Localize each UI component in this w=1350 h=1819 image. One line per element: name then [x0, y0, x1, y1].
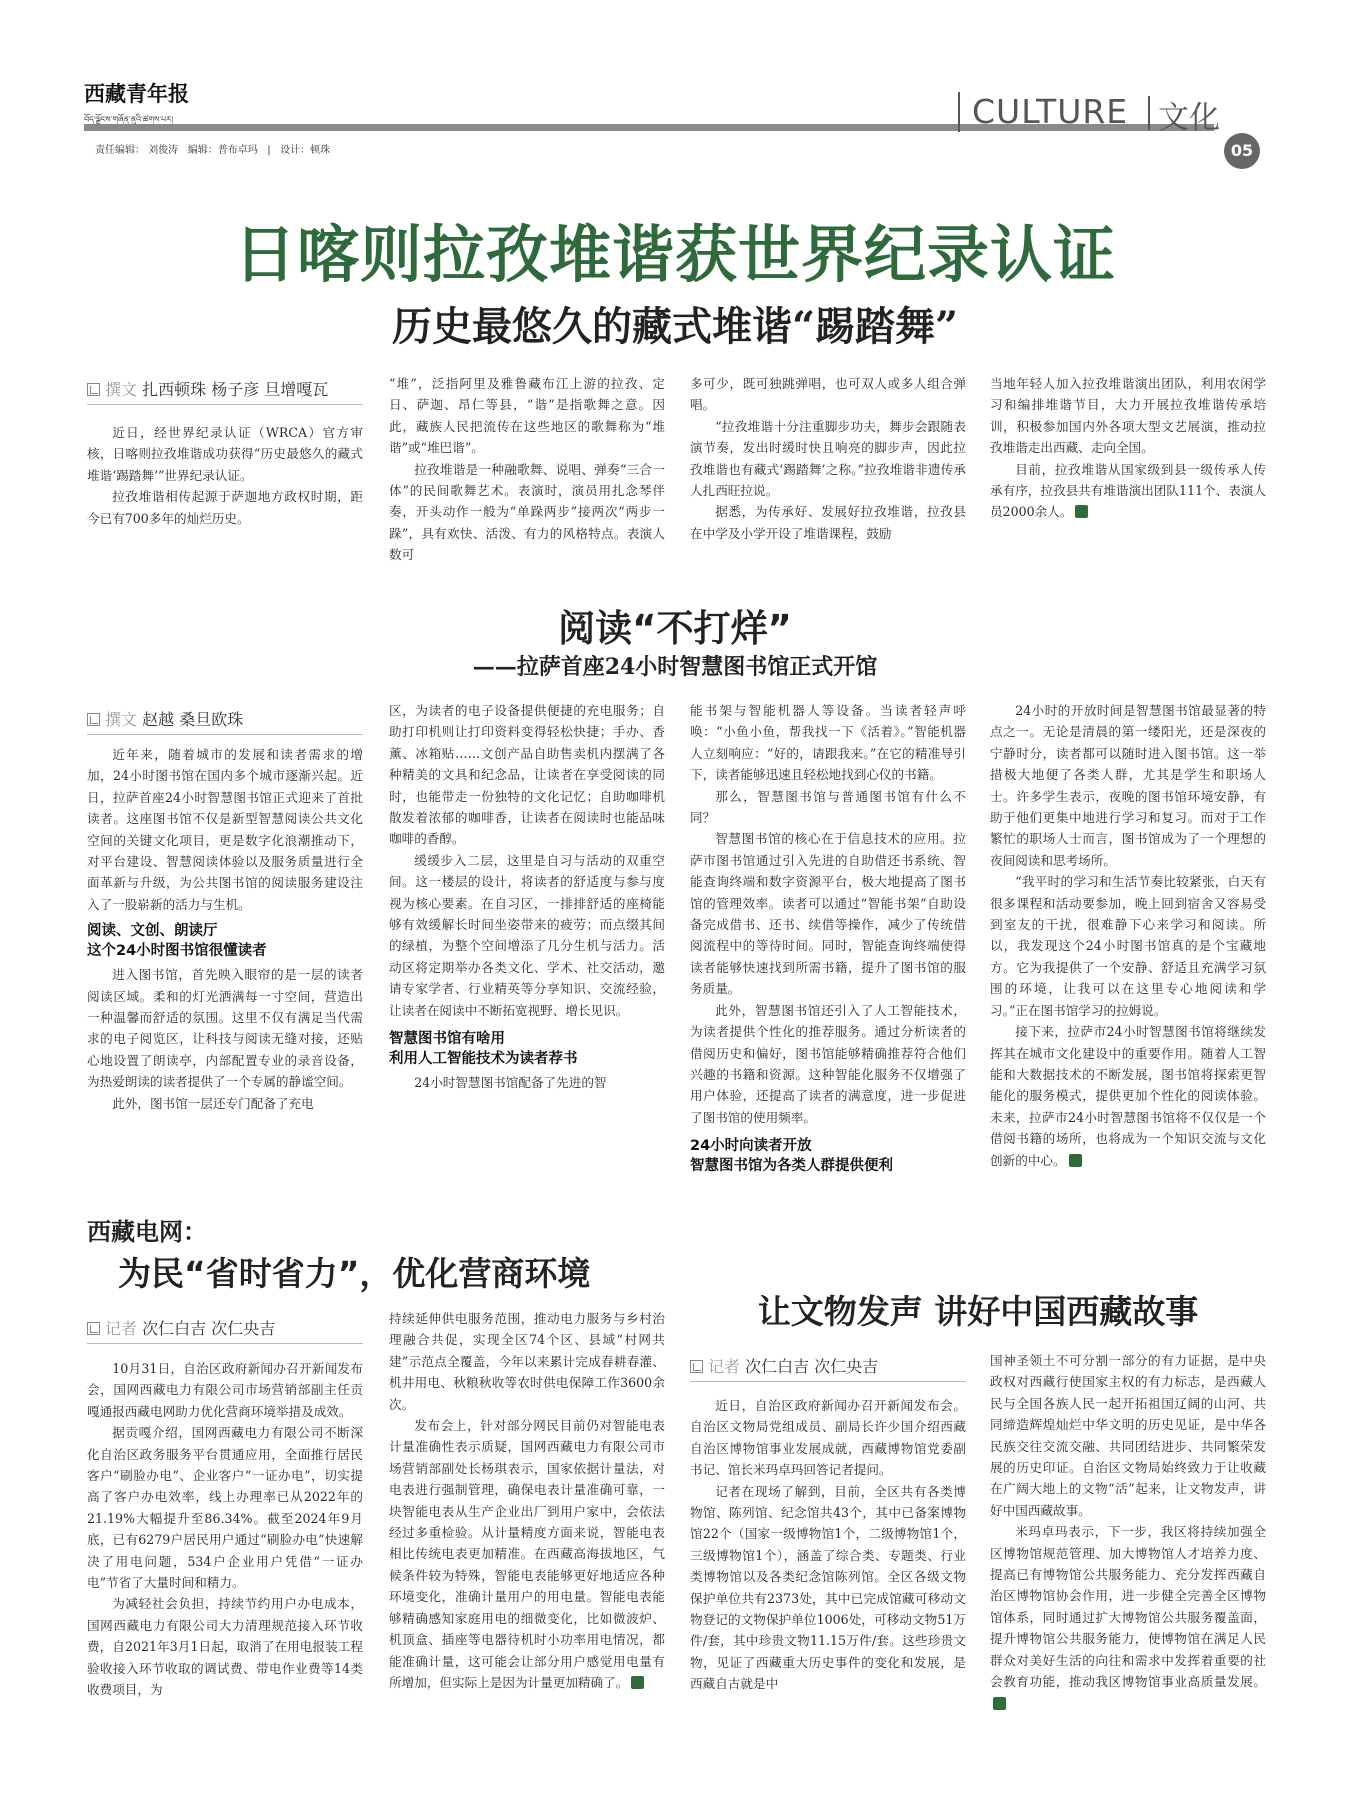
article2-subtitle: ——拉萨首座24小时智慧图书馆正式开馆 — [472, 654, 878, 680]
paragraph: 当地年轻人加入拉孜堆谐演出团队，利用农闲学习和编排堆谐节目，大力开展拉孜堆谐传承培训，积极参加国内外各项大型文艺展演，推动拉孜堆谐走出西藏、走向全国。 — [990, 376, 1266, 456]
end-mark-icon — [1075, 505, 1088, 518]
subhead — [690, 1136, 966, 1176]
paper-name: 西藏青年报 — [84, 81, 189, 106]
paragraph: 24小时的开放时间是智慧图书馆最显著的特点之一。无论是清晨的第一缕阳光，还是深夜的宁静时分，读者都可以随时进入图书馆。这一举措极大地便了各类人群，尤其是学生和职场人士。许多学生表示，夜晚的图书馆环境安静，有助于他们更集中地进行学习和复习。而对于工作繁忙的职场人士而言，图书馆成为了一个理想的夜间阅读和思考场所。 — [990, 703, 1266, 868]
paragraph: 那么，智慧图书馆与普通图书馆有什么不同？ — [690, 788, 966, 826]
paragraph: 近日，经世界纪录认证（WRCA）官方审核，日喀则拉孜堆谐成功获得“历史最悠久的藏式堆谐‘踢踏舞’”世界纪录认证。 — [87, 425, 363, 483]
paragraph — [990, 1521, 1266, 1714]
paragraph: 此外，图书馆一层还专门配备了充电 — [112, 1095, 314, 1111]
article2-title: 阅读“不打烊” — [558, 607, 792, 650]
byline-role: 记者 — [105, 1319, 138, 1338]
article4-byline — [690, 1354, 966, 1382]
paragraph: 多可少，既可独跳弹唱，也可双人或多人组合弹唱。 — [690, 376, 966, 413]
byline-icon — [87, 383, 100, 396]
paragraph: 24小时智慧图书馆配备了先进的智 — [414, 1075, 607, 1091]
end-mark-icon — [993, 1697, 1006, 1710]
byline-icon — [87, 1322, 100, 1335]
section-divider-2 — [1148, 96, 1150, 130]
article2-col2 — [389, 700, 665, 1094]
paragraph-text: 发布会上，针对部分网民目前仍对智能电表计量准确性表示质疑，国网西藏电力有限公司市场营销部副处长杨琪表示，国家依据计量法，对电表进行强制管理，确保电表计量准确可靠，一块智能电表从生产企业出厂到用户家中，会依法经过多重检验。从计量精度方面来说，智能电表相比传统电表更加精准。在西藏高海拔地区，气候条件较为特殊，智能电表能够更好地适应各种环境变化，准确计量用户的用电量。智能电表能够精确感知家庭用电的细微变化，比如微波炉、机顶盒、插座等电器待机时小功率用电情况，都能准确计量，这可能会让部分用户感觉用电量有所增加，但实际上是因为计量更加精确了。 — [389, 1418, 665, 1690]
subhead-line: 智慧图书馆为各类人群提供便利 — [690, 1158, 893, 1175]
section-cn: 文化 — [1158, 100, 1220, 136]
article1-byline — [87, 377, 363, 405]
subhead — [87, 921, 363, 961]
byline-role: 撰文 — [105, 710, 138, 729]
paragraph — [389, 1415, 665, 1693]
article3-col1 — [87, 1358, 363, 1701]
paragraph: 拉孜堆谐相传起源于萨迦地方政权时期，距今已有700多年的灿烂历史。 — [87, 489, 363, 526]
paragraph: 据悉，为传承好、发展好拉孜堆谐，拉孜县在中学及小学开设了堆谐课程，鼓励 — [690, 504, 966, 541]
paragraph-text: 目前，拉孜堆谐从国家级到县一级传承人传承有序，拉孜县共有堆谐演出团队111个、表演人员2000余人。 — [990, 461, 1266, 520]
paragraph: 为减轻社会负担，持续节约用户办电成本，国网西藏电力有限公司大力清理规范接入环节收费，自2021年3月1日起，取消了在用电报装工程验收接入环节收取的调试费、带电作业费等14类收费项目，为 — [87, 1596, 363, 1698]
article3-title-line2: 为民“省时省力”，优化营商环境 — [118, 1254, 591, 1293]
page-number-badge: 05 — [1224, 133, 1260, 169]
byline-authors: 赵越 桑旦欧珠 — [142, 710, 244, 729]
section-en: CULTURE — [972, 92, 1129, 131]
paragraph: 据贡嘎介绍，国网西藏电力有限公司不断深化自治区政务服务平台贯通应用，全面推行居民客户“刷脸办电”、企业客户“一证办电”，切实提高了客户办电效率，线上办理率已从2022年的21.19%大幅提升至86.34%。截至2024年9月底，已有6279户居民用户通过“刷脸办电”快速解决了用电问题，534户企业用户凭借“一证办电”节省了大量时间和精力。 — [87, 1425, 363, 1591]
byline-authors: 次仁白吉 次仁央吉 — [142, 1319, 276, 1338]
article2-col3 — [690, 700, 966, 1179]
end-mark-icon — [631, 1676, 644, 1689]
paragraph: 进入图书馆，首先映入眼帘的是一层的读者阅读区域。柔和的灯光洒满每一寸空间，营造出一种温馨而舒适的氛围。这里不仅有满足当代需求的电子阅览区，让科技与阅读无缝对接，还贴心地设置了朗读亭，内部配置专业的录音设备，为热爱朗读的读者提供了一个专属的静谧空间。 — [87, 967, 363, 1090]
byline-icon — [690, 1360, 703, 1373]
article3-title-line1: 西藏电网： — [87, 1218, 207, 1246]
paragraph-text: 米玛卓玛表示，下一步，我区将持续加强全区博物馆规范管理、加大博物馆人才培养力度、提高已有博物馆公共服务能力、充分发挥西藏自治区博物馆协会作用，进一步健全完善全区博物馆体系，同时通过扩大博物馆公共服务覆盖面，提升博物馆公共服务能力，使博物馆在满足人民群众对美好生活的向往和需求中发挥着重要的社会教育功能，推动我区博物馆事业高质量发展。 — [990, 1524, 1266, 1690]
byline-role: 撰文 — [105, 380, 138, 399]
byline-authors: 扎西顿珠 杨子彦 旦增嘎瓦 — [142, 380, 329, 399]
article2-col4 — [990, 700, 1266, 1171]
paragraph-text: 接下来，拉萨市24小时智慧图书馆将继续发挥其在城市文化建设中的重要作用。随着人工智能和大数据技术的不断发展，图书馆将探索更智能化的服务模式，提供更加个性化的阅读体验。未来，拉萨市24小时智慧图书馆将不仅仅是一个借阅书籍的场所，也将成为一个知识交流与文化创新的中心。 — [990, 1024, 1266, 1168]
end-mark-icon — [1069, 1154, 1082, 1167]
article4-col1 — [690, 1395, 966, 1695]
article3-col2 — [389, 1308, 665, 1693]
subhead-line: 24小时向读者开放 — [690, 1138, 812, 1155]
article1-title: 日喀则拉孜堆谐获世界纪录认证 — [233, 218, 1116, 291]
paragraph: 智慧图书馆的核心在于信息技术的应用。拉萨市图书馆通过引入先进的自助借还书系统、智能查询终端和数字资源平台，极大地提高了图书馆的管理效率。读者可以通过“智能书架”自助设备完成借书、还书、续借等操作，减少了传统借阅流程中的等待时间。同时，智能查询终端使得读者能够快速找到所需书籍，提升了图书馆的服务质量。 — [690, 831, 966, 997]
article1-col1 — [87, 422, 363, 529]
paper-name-tibetan: བོད་ལྗོངས་གཞོན་ནུའི་ཚགས་པར། — [84, 115, 173, 124]
byline-role: 记者 — [708, 1357, 741, 1376]
section-divider — [958, 92, 960, 132]
paragraph: 能书架与智能机器人等设备。当读者轻声呼唤：“小鱼小鱼，帮我找一下《活着》。”智能机器人立刻响应：“好的，请跟我来。”在它的精准导引下，读者能够迅速且轻松地找到心仪的书籍。 — [690, 703, 966, 783]
paragraph: 持续延伸供电服务范围，推动电力服务与乡村治理融合共促，实现全区74个区、县域“村网共建”示范点全覆盖，今年以来累计完成春耕春灌、机井用电、秋粮秋收等农时供电保障工作3600余次。 — [389, 1311, 665, 1412]
paragraph: 区，为读者的电子设备提供便捷的充电服务；自助打印机则让打印资料变得轻松快捷；手办、香薰、冰箱贴……文创产品自助售卖机内摆满了各种精美的文具和纪念品，让读者在享受阅读的同时，也能带走一份独特的文化记忆；自助咖啡机散发着浓郁的咖啡香，让读者在阅读时也能品味咖啡的香醇。 — [389, 703, 665, 847]
article1-subtitle: 历史最悠久的藏式堆谐“踢踏舞” — [391, 303, 958, 350]
header-credits: 责任编辑： 刘俊涛 编辑：普布卓玛 | 设计：顿珠 — [95, 145, 331, 156]
subhead-line: 这个24小时图书馆很懂读者 — [87, 943, 267, 960]
subhead-line: 智慧图书馆有啥用 — [389, 1031, 505, 1048]
subhead-line: 阅读、文创、朗读厅 — [87, 923, 218, 940]
byline-authors: 次仁白吉 次仁央吉 — [745, 1357, 879, 1376]
article4-col2 — [990, 1350, 1266, 1714]
paragraph: 近日，自治区政府新闻办召开新闻发布会。自治区文物局党组成员、副局长许少国介绍西藏自治区博物馆事业发展成就，西藏博物馆党委副书记、馆长米玛卓玛回答记者提问。 — [690, 1398, 966, 1478]
paragraph — [990, 459, 1266, 523]
paragraph: “拉孜堆谐十分注重脚步功夫，舞步会跟随表演节奏，发出时缓时快且响亮的脚步声，因此拉孜堆谐也有藏式‘踢踏舞’之称。”拉孜堆谐非遗传承人扎西旺拉说。 — [690, 418, 966, 499]
article3-byline — [87, 1316, 363, 1344]
byline-icon — [87, 713, 100, 726]
paragraph: 拉孜堆谐是一种融歌舞、说唱、弹奏“三合一体”的民间歌舞艺术。表演时，演员用扎念琴伴奏，开头动作一般为“单跺两步”接两次“两步一跺”，具有欢快、活泼、有力的风格特点。表演人数可 — [389, 461, 665, 563]
paragraph: 国神圣领土不可分割一部分的有力证据，是中央政权对西藏行使国家主权的有力标志，是西藏人民与全国各族人民一起开拓祖国辽阔的山河、共同缔造辉煌灿烂中华文明的历史见证，是中华各民族交往交流交融、共同团结进步、共同繁荣发展的历史印证。自治区文物局始终致力于让收藏在广阔大地上的文物“活”起来，让文物发声，讲好中国西藏故事。 — [990, 1353, 1266, 1518]
article1-col4 — [990, 373, 1266, 523]
subhead — [389, 1029, 665, 1069]
article2-byline — [87, 707, 363, 735]
paragraph: 此外，智慧图书馆还引入了人工智能技术，为读者提供个性化的推荐服务。通过分析读者的借阅历史和偏好，图书馆能够精确推荐符合他们兴趣的书籍和资源。这种智能化服务不仅增强了用户体验，还提高了读者的满意度，进一步促进了图书馆的使用频率。 — [690, 1002, 966, 1125]
paragraph: 记者在现场了解到，目前，全区共有各类博物馆、陈列馆、纪念馆共43个，其中已备案博物馆22个（国家一级博物馆1个，二级博物馆1个，三级博物馆1个），涵盖了综合类、专题类、行业类博物馆以及各类纪念馆陈列馆。全区各级文物保护单位共有2373处，其中已完成馆藏可移动文物登记的文物保护单位1006处，可移动文物51万件/套，其中珍贵文物11.15万件/套。这些珍贵文物，见证了西藏重大历史事件的变化和发展，是西藏自古就是中 — [690, 1483, 966, 1692]
subhead-line: 利用人工智能技术为读者荐书 — [389, 1051, 578, 1068]
article1-col2 — [389, 373, 665, 566]
article4-title: 让文物发声 讲好中国西藏故事 — [757, 1292, 1199, 1331]
paragraph: “堆”，泛指阿里及雅鲁藏布江上游的拉孜、定日、萨迦、昂仁等县，“谐”是指歌舞之意。因此，藏族人民把流传在这些地区的歌舞称为“堆谐”或“堆巴谐”。 — [389, 376, 665, 456]
article1-col3 — [690, 373, 966, 544]
paragraph: 近年来，随着城市的发展和读者需求的增加，24小时图书馆在国内多个城市逐渐兴起。近日，拉萨首座24小时智慧图书馆正式迎来了首批读者。这座图书馆不仅是新型智慧阅读公共文化空间的关键文化项目，更是数字化浪潮推动下，对平台建设、智慧阅读体验以及服务质量进行全面革新与升级，为公共图书馆的阅读服务建设注入了一股崭新的活力与生机。 — [87, 747, 363, 912]
paragraph — [990, 1021, 1266, 1171]
paragraph: “我平时的学习和生活节奏比较紧张，白天有很多课程和活动要参加，晚上回到宿舍又容易受到室友的干扰，很难静下心来学习和阅读。所以，我发现这个24小时图书馆真的是个宝藏地方。它为我提供了一个安静、舒适且充满学习氛围的环境，让我可以在这里专心地阅读和学习。”正在图书馆学习的拉姆说。 — [990, 874, 1266, 1018]
article2-col1 — [87, 744, 363, 1114]
paragraph: 缓缓步入二层，这里是自习与活动的双重空间。这一楼层的设计，将读者的舒适度与参与度视为核心要素。在自习区，一排排舒适的座椅能够有效缓解长时间坐姿带来的疲劳；而点缀其间的绿植，为整个空间增添了几分生机与活力。活动区将定期举办各类文化、学术、社交活动，邀请专家学者、行业精英等分享知识、交流经验，让读者在阅读中不断拓宽视野、增长见识。 — [389, 852, 665, 1018]
paragraph: 10月31日，自治区政府新闻办召开新闻发布会，国网西藏电力有限公司市场营销部副主任贡嘎通报西藏电网助力优化营商环境举措及成效。 — [87, 1361, 363, 1419]
